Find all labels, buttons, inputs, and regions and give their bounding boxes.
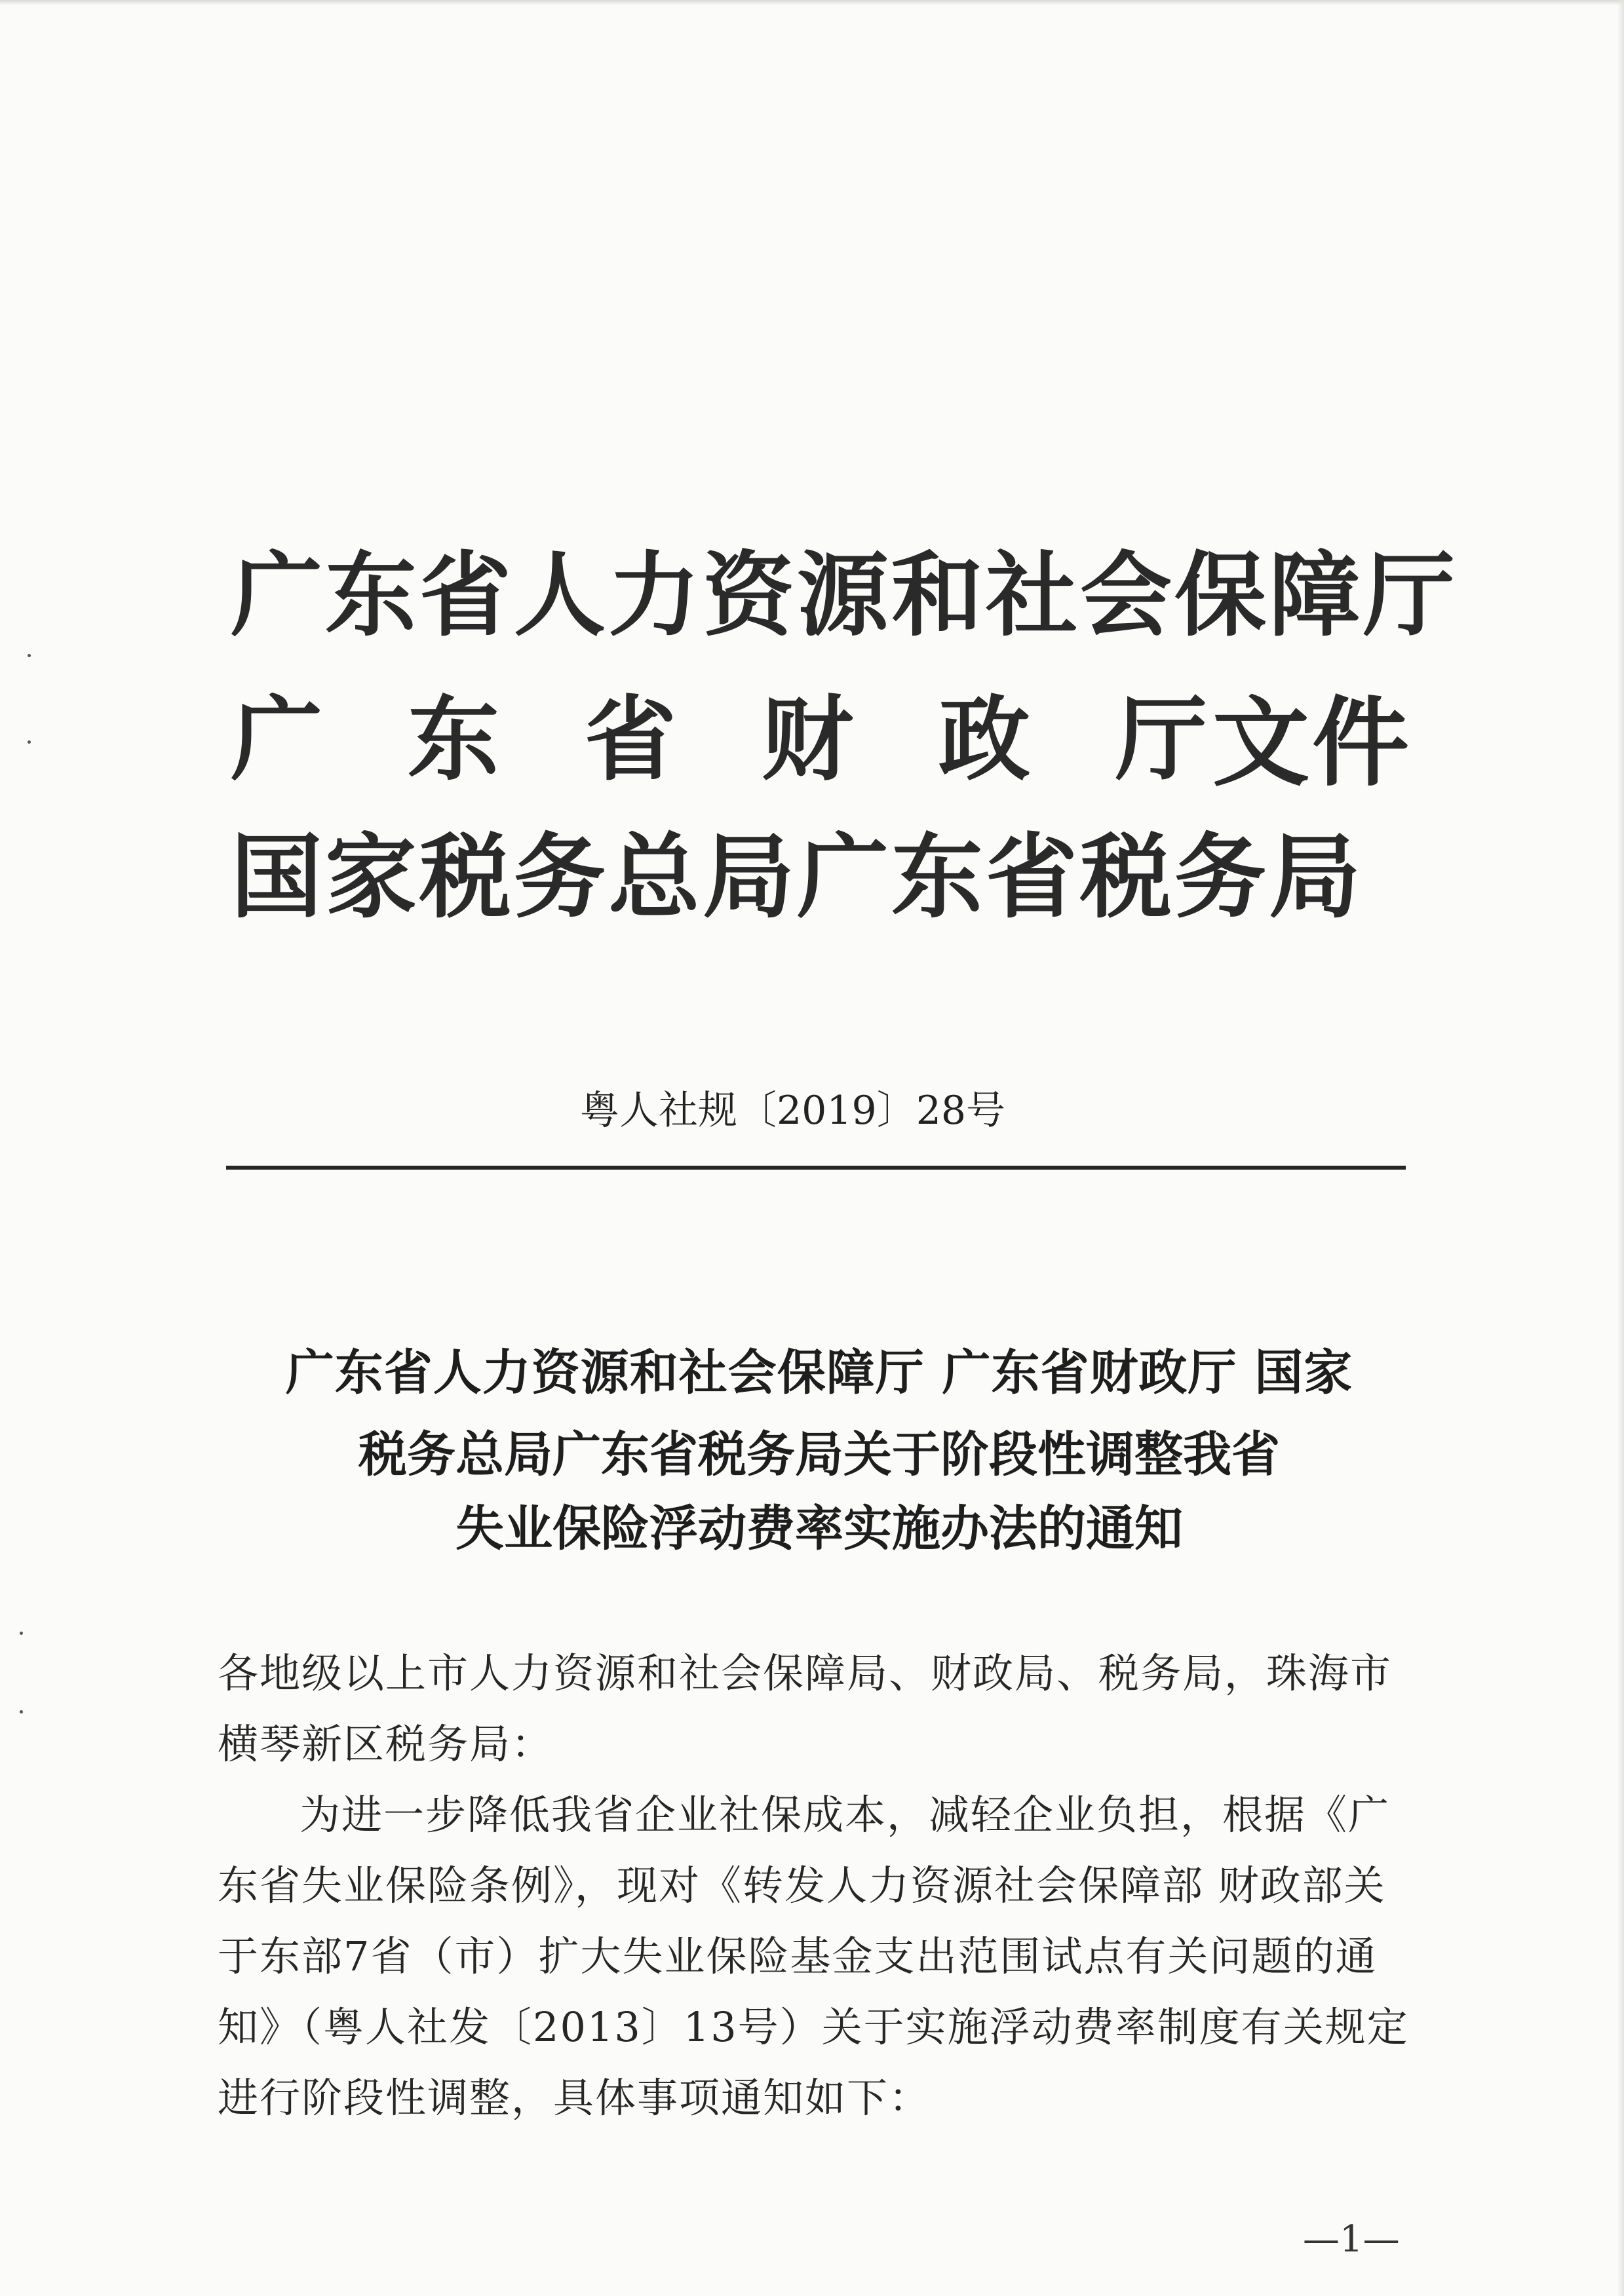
agency-char: 政 bbox=[938, 687, 1030, 794]
agency-char: 广 bbox=[231, 687, 323, 794]
intro-paragraph bbox=[218, 1780, 1409, 2133]
scan-top-edge bbox=[0, 0, 1624, 5]
scan-right-edge bbox=[1617, 0, 1624, 2296]
body-line: 知》（粤人社发〔2013〕13号）关于实施浮动费率制度有关规定 bbox=[218, 2003, 1409, 2051]
agency-char: 财 bbox=[761, 687, 853, 794]
issuing-agency-hr: 广东省人力资源和社会保障厅 bbox=[231, 543, 1458, 649]
document-title-line-2: 税务总局广东省税务局关于阶段性调整我省 bbox=[358, 1426, 1280, 1483]
punch-dot bbox=[20, 1710, 23, 1713]
body-line: 进行阶段性调整，具体事项通知如下： bbox=[218, 2074, 931, 2122]
document-suffix: 文件 bbox=[1212, 687, 1412, 799]
body-line: 各地级以上市人力资源和社会保障局、财政局、税务局，珠海市 bbox=[218, 1649, 1393, 1697]
header-divider bbox=[226, 1166, 1406, 1170]
body-line: 为进一步降低我省企业社保成本，减轻企业负担，根据《广 bbox=[300, 1791, 1391, 1839]
issuing-agency-finance bbox=[231, 687, 1207, 794]
recipients-paragraph bbox=[218, 1638, 1404, 1780]
punch-dot bbox=[28, 740, 31, 744]
agency-char: 东 bbox=[407, 687, 499, 794]
issuing-agency-tax: 国家税务总局广东省税务局 bbox=[231, 824, 1364, 931]
body-line: 于东部7省（市）扩大失业保险基金支出范围试点有关问题的通 bbox=[218, 1932, 1378, 1980]
punch-dot bbox=[28, 654, 31, 657]
body-line: 横琴新区税务局： bbox=[218, 1720, 554, 1768]
document-title-line-3: 失业保险浮动费率实施办法的通知 bbox=[455, 1501, 1183, 1557]
agency-char: 厅 bbox=[1115, 687, 1207, 794]
agency-char: 省 bbox=[584, 687, 676, 794]
document-number: 粤人社规〔2019〕28号 bbox=[580, 1088, 1006, 1134]
body-line: 东省失业保险条例》，现对《转发人力资源社会保障部 财政部关 bbox=[218, 1862, 1386, 1909]
punch-dot bbox=[20, 1632, 23, 1635]
page-number: —1— bbox=[1303, 2218, 1400, 2261]
document-title-line-1: 广东省人力资源和社会保障厅 广东省财政厅 国家 bbox=[285, 1345, 1353, 1401]
